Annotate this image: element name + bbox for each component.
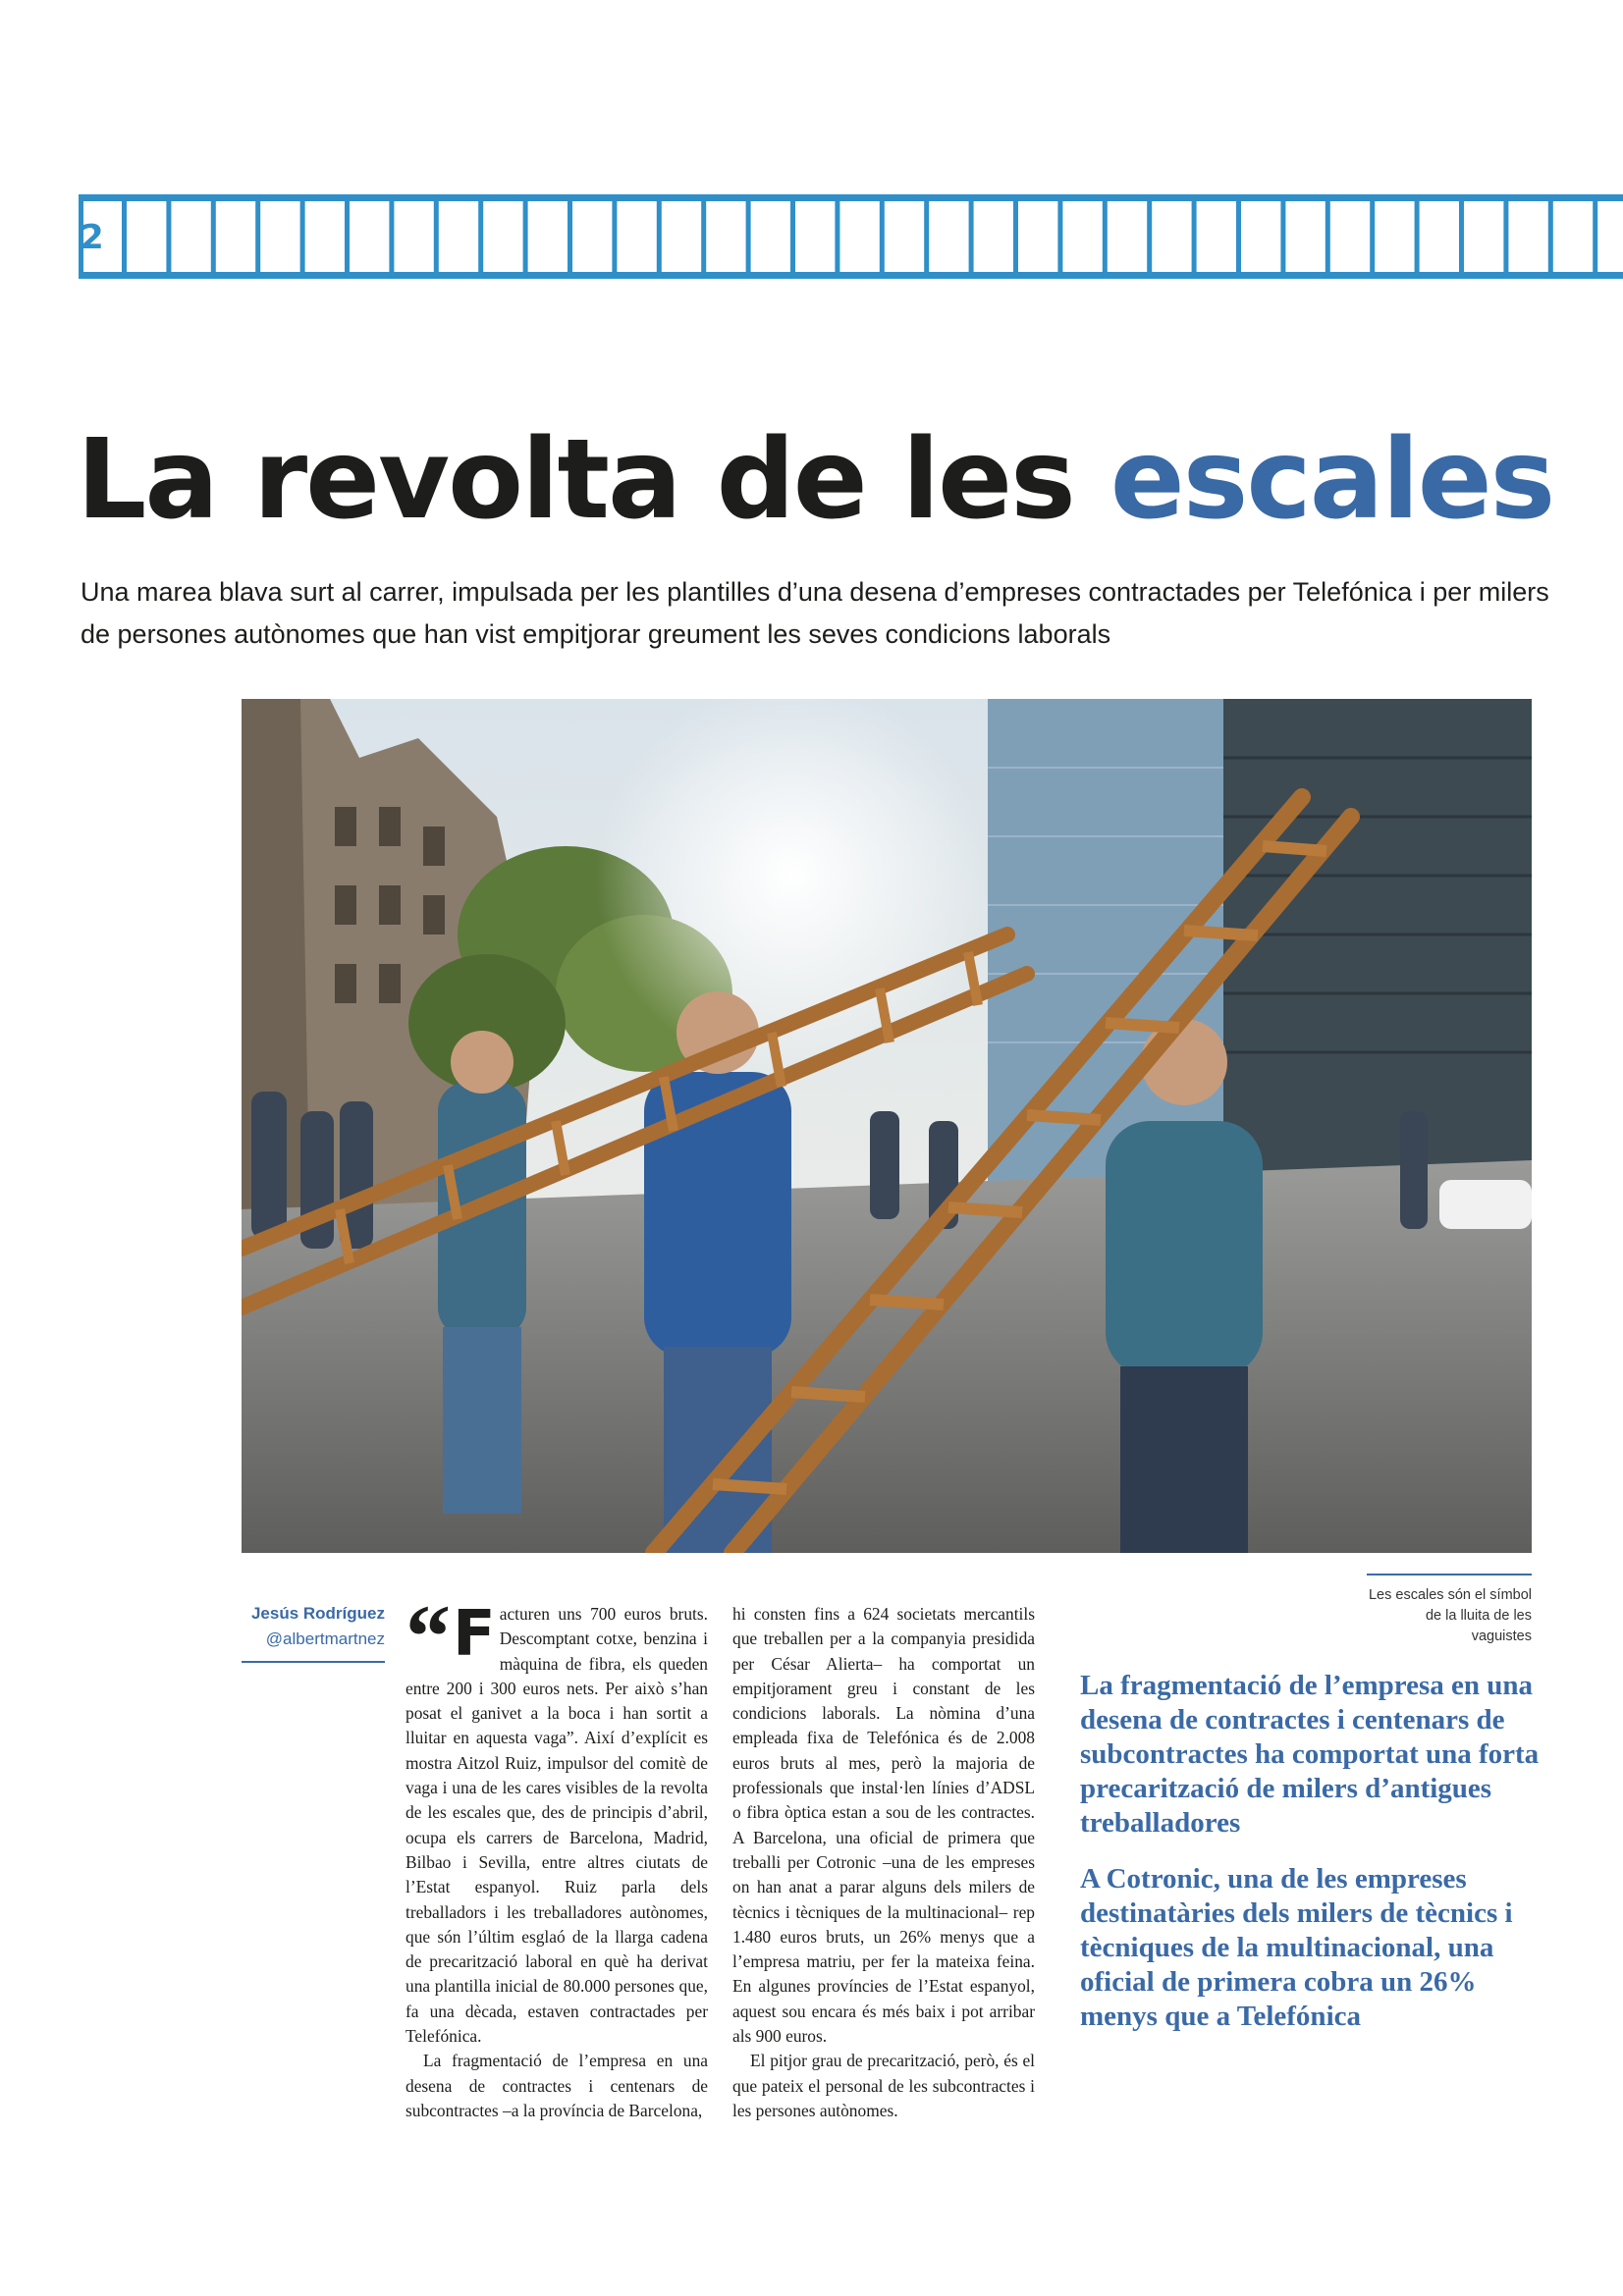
ladder-rung xyxy=(790,194,795,279)
dropcap: F xyxy=(453,1598,496,1671)
article-text: acturen uns 700 euros bruts. Descomptant cotxe, benzina i màquina de fibra, els queden entre 200 i 300 euros nets. Per això s’han posat el ganivet a la boca i han sortit a lluitar en aquesta vaga”. Així d’explícit es mostra Aitzol Ruiz, impulsor del comitè de vaga i una de les cares visibles de la revolta de les escales que, des de principis d’abril, ocupa els carrers de Barcelona, Madrid, Bilbao i Sevilla, entre altres ciutats de l’Estat espanyol. Ruiz parla dels treballadors i les treballadores autònomes, que són l’últim esglaó de la llarga cadena de precarització laboral en què ha derivat una plantilla inicial de 80.000 persones que, fa una dècada, estaven contractades per Telefónica. xyxy=(406,1604,708,2047)
ladder-rung xyxy=(1415,194,1420,279)
article-column-1 xyxy=(406,1586,708,2123)
ladder-rung xyxy=(1593,194,1597,279)
byline xyxy=(242,1604,385,1663)
ladder-rung xyxy=(345,194,350,279)
ladder-rung xyxy=(523,194,528,279)
article-paragraph xyxy=(406,1586,708,2049)
ladder-rung xyxy=(568,194,572,279)
ladder-decoration-icon xyxy=(79,194,1623,279)
article-paragraph: hi consten fins a 624 societats mercantils que treballen per a la companyia presidida per César Alierta– ha comportat un empitjorament greu i constant de les condicions laborals. La nòmina d’una empleada fixa de Telefónica és de 2.008 euros bruts al mes, però la majoria de professionals que instal·len línies d’ADSL o fibra òptica estan a sou de les contractes. A Barcelona, una oficial de primera que treballi per Cotronic –una de les empreses on han anat a parar alguns dels milers de tècnics i tècniques de la multinacional– rep 1.480 euros bruts, un 26% menys que a l’empresa matriu, per fer la mateixa feina. En algunes províncies de l’Estat espanyol, aquest sou encara és més baix i pot arribar als 900 euros. xyxy=(732,1604,1035,2047)
article-paragraph: La fragmentació de l’empresa en una desena de contractes i centenars de subcontractes –a la província de Barcelona, xyxy=(406,2051,708,2120)
ladder-rung xyxy=(1147,194,1152,279)
ladder-rung xyxy=(255,194,260,279)
quote-mark: “ xyxy=(406,1586,451,1686)
ladder-rung xyxy=(1370,194,1375,279)
ladder-rung xyxy=(434,194,439,279)
article-paragraph: El pitjor grau de precarització, però, és el que pateix el personal de les subcontractes i les persones autònomes. xyxy=(732,2051,1035,2120)
ladder-rung xyxy=(612,194,617,279)
ladder-rung xyxy=(924,194,929,279)
ladder-rung xyxy=(1013,194,1018,279)
ladder-rung xyxy=(1459,194,1464,279)
ladder-rung xyxy=(1103,194,1108,279)
ladder-protest-photo-icon xyxy=(242,699,1532,1553)
ladder-rung xyxy=(880,194,885,279)
title-main: La revolta de les xyxy=(77,416,1074,544)
ladder-rung xyxy=(835,194,839,279)
ladder-rung xyxy=(300,194,305,279)
article-photo xyxy=(242,699,1532,1553)
ladder-rung xyxy=(1548,194,1553,279)
ladder-rung xyxy=(1280,194,1285,279)
byline-handle[interactable]: @albertmartnez xyxy=(265,1629,385,1648)
ladder-rung xyxy=(701,194,706,279)
ladder-rung xyxy=(1503,194,1508,279)
byline-author: Jesús Rodríguez xyxy=(250,1604,385,1623)
ladder-rung xyxy=(389,194,394,279)
page-title xyxy=(77,416,1554,544)
header-ladder-band xyxy=(79,194,1623,279)
title-accent: escales xyxy=(1109,416,1554,544)
ladder-rung xyxy=(1325,194,1330,279)
photo-caption: Les escales són el símbol de la lluita de les vaguistes xyxy=(1367,1574,1532,1647)
pull-quote-1: La fragmentació de l’empresa en una desena de contractes i centenars de subcontractes ha comportat una forta precarització de milers d’antigues treballadores xyxy=(1080,1670,1540,1839)
ladder-rung xyxy=(122,194,127,279)
ladder-rung xyxy=(1192,194,1197,279)
ladder-rung xyxy=(166,194,171,279)
ladder-rung xyxy=(969,194,974,279)
ladder-rung xyxy=(1236,194,1241,279)
byline-rule xyxy=(242,1661,385,1663)
page-number: 2 xyxy=(81,218,104,257)
ladder-rung xyxy=(211,194,216,279)
ladder-rung xyxy=(1057,194,1062,279)
article-column-2 xyxy=(732,1602,1035,2123)
pull-quote-2: A Cotronic, una de les empreses destinatàries dels milers de tècnics i tècniques de la multinacional, una oficial de primera cobra un 26% menys que a Telefónica xyxy=(1080,1863,1513,2032)
ladder-rung xyxy=(657,194,662,279)
standfirst: Una marea blava surt al carrer, impulsada per les plantilles d’una desena d’empreses contractades per Telefónica i per milers de persones autònomes que han vist empitjorar greument les seves condicions laborals xyxy=(81,577,1549,649)
ladder-rung xyxy=(478,194,483,279)
ladder-rung xyxy=(746,194,751,279)
